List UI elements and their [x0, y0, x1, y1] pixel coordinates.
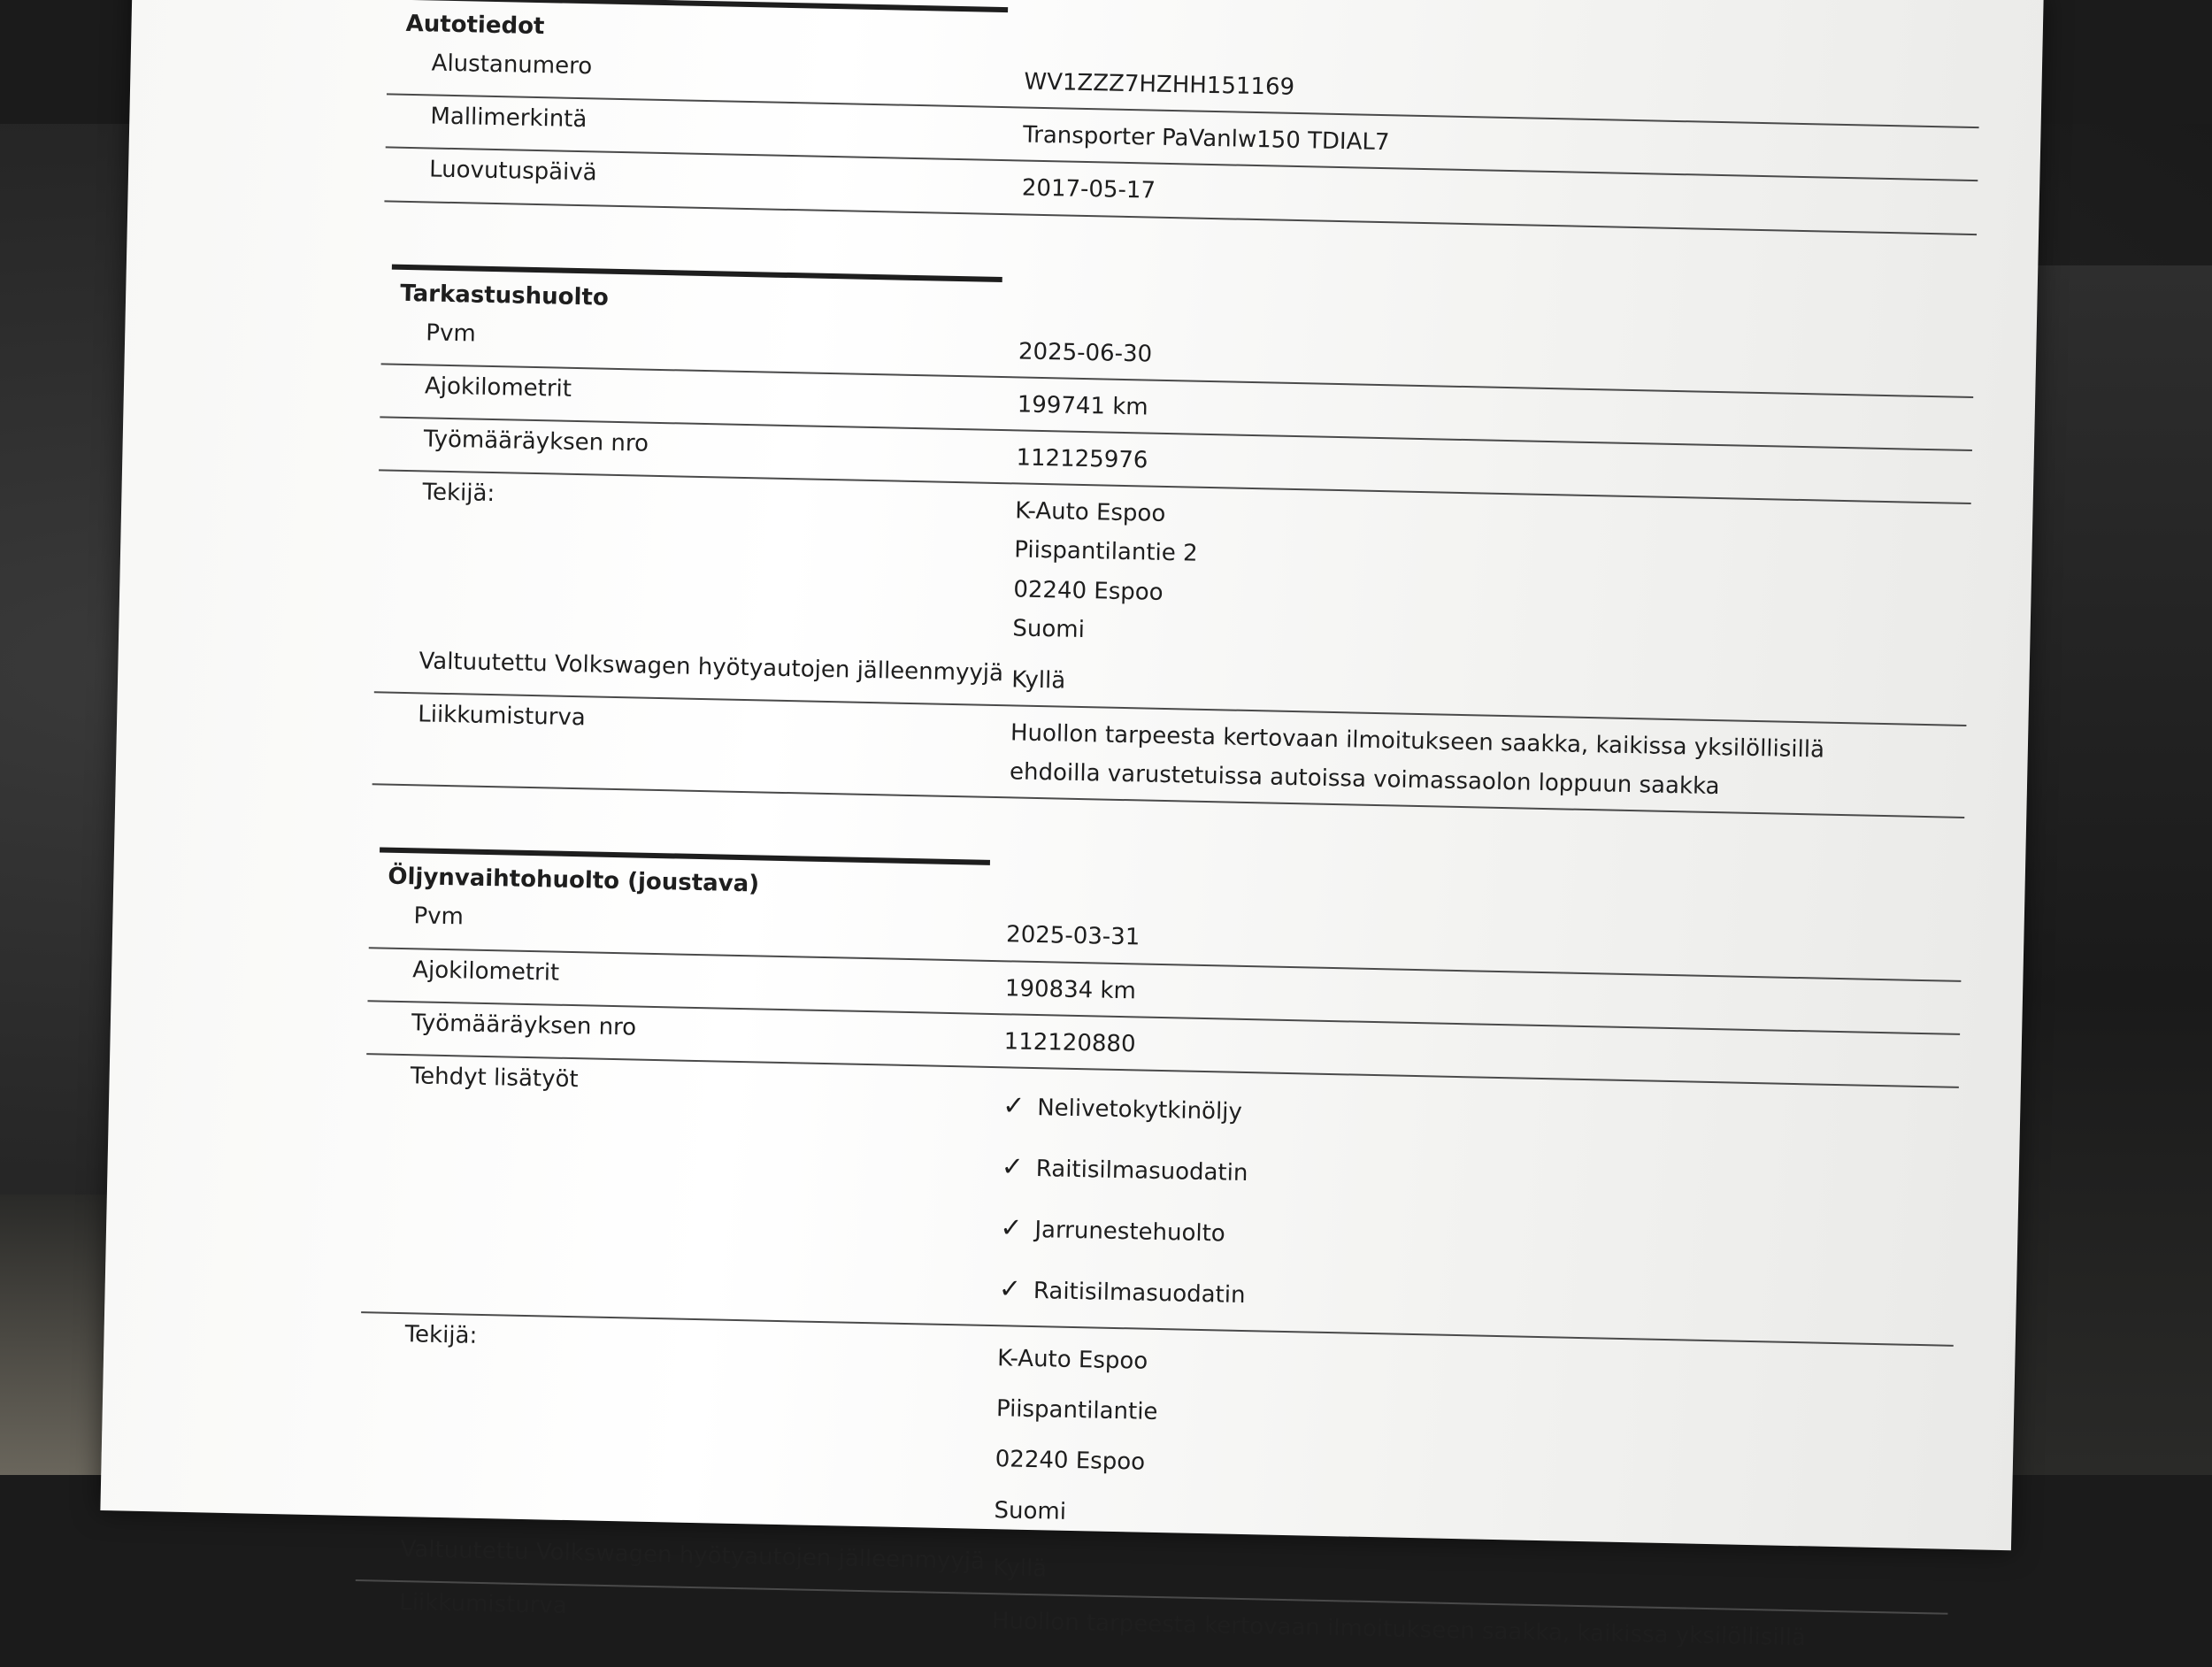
row-label: Pvm — [426, 319, 477, 348]
row-label: Luovutuspäivä — [428, 156, 597, 187]
address-line: Suomi — [1012, 615, 1086, 643]
row-value — [1009, 706, 1966, 817]
checkmark-icon: ✓ — [1001, 1151, 1025, 1183]
row-value: 112120880 — [1003, 1028, 1136, 1058]
section-tarkastushuolto — [373, 264, 1976, 818]
row-label: Työmääräyksen nro — [411, 1010, 637, 1041]
table-row — [375, 471, 1971, 672]
row-label: Alustanumero — [431, 50, 593, 81]
row-label: Ajokilometrit — [411, 956, 560, 987]
checklist-label: Raitisilmasuodatin — [1035, 1156, 1248, 1187]
row-value: 2017-05-17 — [1021, 174, 1156, 205]
section-oljynvaihtohuolto — [355, 848, 1963, 1666]
row-value — [994, 1326, 1954, 1561]
row-value: 199741 km — [1017, 391, 1148, 421]
row-label: Pvm — [413, 903, 465, 931]
service-document — [100, 0, 2043, 1652]
address-line: K-Auto Espoo — [996, 1345, 1148, 1375]
row-value: 112125976 — [1016, 444, 1148, 474]
address-line: K-Auto Espoo — [1014, 497, 1166, 528]
row-label: Liikkumisturva — [417, 701, 587, 732]
row-label: Työmääräyksen nro — [423, 426, 649, 457]
section-autotiedot — [384, 0, 1981, 235]
row-value: 190834 km — [1004, 974, 1137, 1005]
row-value — [1012, 485, 1971, 673]
section-title: Autotiedot — [405, 10, 545, 41]
row-value: 2025-06-30 — [1018, 338, 1153, 368]
checklist-label: Nelivetokytkinöljy — [1036, 1095, 1243, 1125]
checklist-label: Jarrunestehuolto — [1034, 1217, 1226, 1248]
address-line: Piispantilantie 2 — [1014, 536, 1198, 568]
row-label: Ajokilometrit — [424, 373, 572, 403]
row-value: Kyllä — [992, 1554, 1048, 1583]
address-line: 02240 Espoo — [995, 1446, 1146, 1477]
document-content — [355, 0, 1982, 1666]
row-label: Tekijä: — [404, 1321, 478, 1349]
text-line: ehdoilla varustetuissa autoissa voimassaolon loppuun saakka — [1009, 758, 1720, 801]
row-value: Transporter PaVanlw150 TDIAL7 — [1022, 121, 1390, 157]
row-label: Valtuutettu Volkswagen hyötyautojen jälleenmyyjä — [419, 648, 1004, 688]
row-value: 2025-03-31 — [1005, 921, 1141, 951]
row-value — [998, 1068, 1959, 1345]
section-title: Öljynvaihtohuolto (joustava) — [388, 864, 760, 898]
section-title: Tarkastushuolto — [399, 280, 610, 311]
checklist-label: Raitisilmasuodatin — [1033, 1278, 1246, 1310]
address-line: 02240 Espoo — [1013, 575, 1164, 606]
checkmark-icon: ✓ — [999, 1212, 1023, 1244]
row-value: Huollon tarpeesta kertovaan ilmoitukseen saakka, kaikissa yksilöllisillä — [991, 1608, 1807, 1652]
row-label: Mallimerkintä — [430, 103, 588, 134]
row-label: Tekijä: — [422, 479, 495, 508]
row-label: Liikkumisturva — [398, 1589, 568, 1619]
row-value: Kyllä — [1010, 666, 1066, 695]
row-value: WV1ZZZ7HZHH151169 — [1024, 68, 1295, 101]
text-line: Huollon tarpeesta kertovaan ilmoitukseen saakka, kaikissa yksilöllisillä — [1010, 719, 1825, 764]
table-row — [357, 1313, 1954, 1561]
table-row — [361, 1055, 1959, 1347]
checkmark-icon: ✓ — [1002, 1090, 1025, 1122]
row-label: Tehdyt lisätyöt — [410, 1063, 579, 1094]
address-line: Piispantilantie — [995, 1395, 1158, 1426]
checkmark-icon: ✓ — [998, 1273, 1022, 1305]
address-line: Suomi — [994, 1496, 1067, 1525]
row-label: Valtuutettu Volkswagen hyötyautojen jälleenmyyjä — [400, 1535, 986, 1575]
